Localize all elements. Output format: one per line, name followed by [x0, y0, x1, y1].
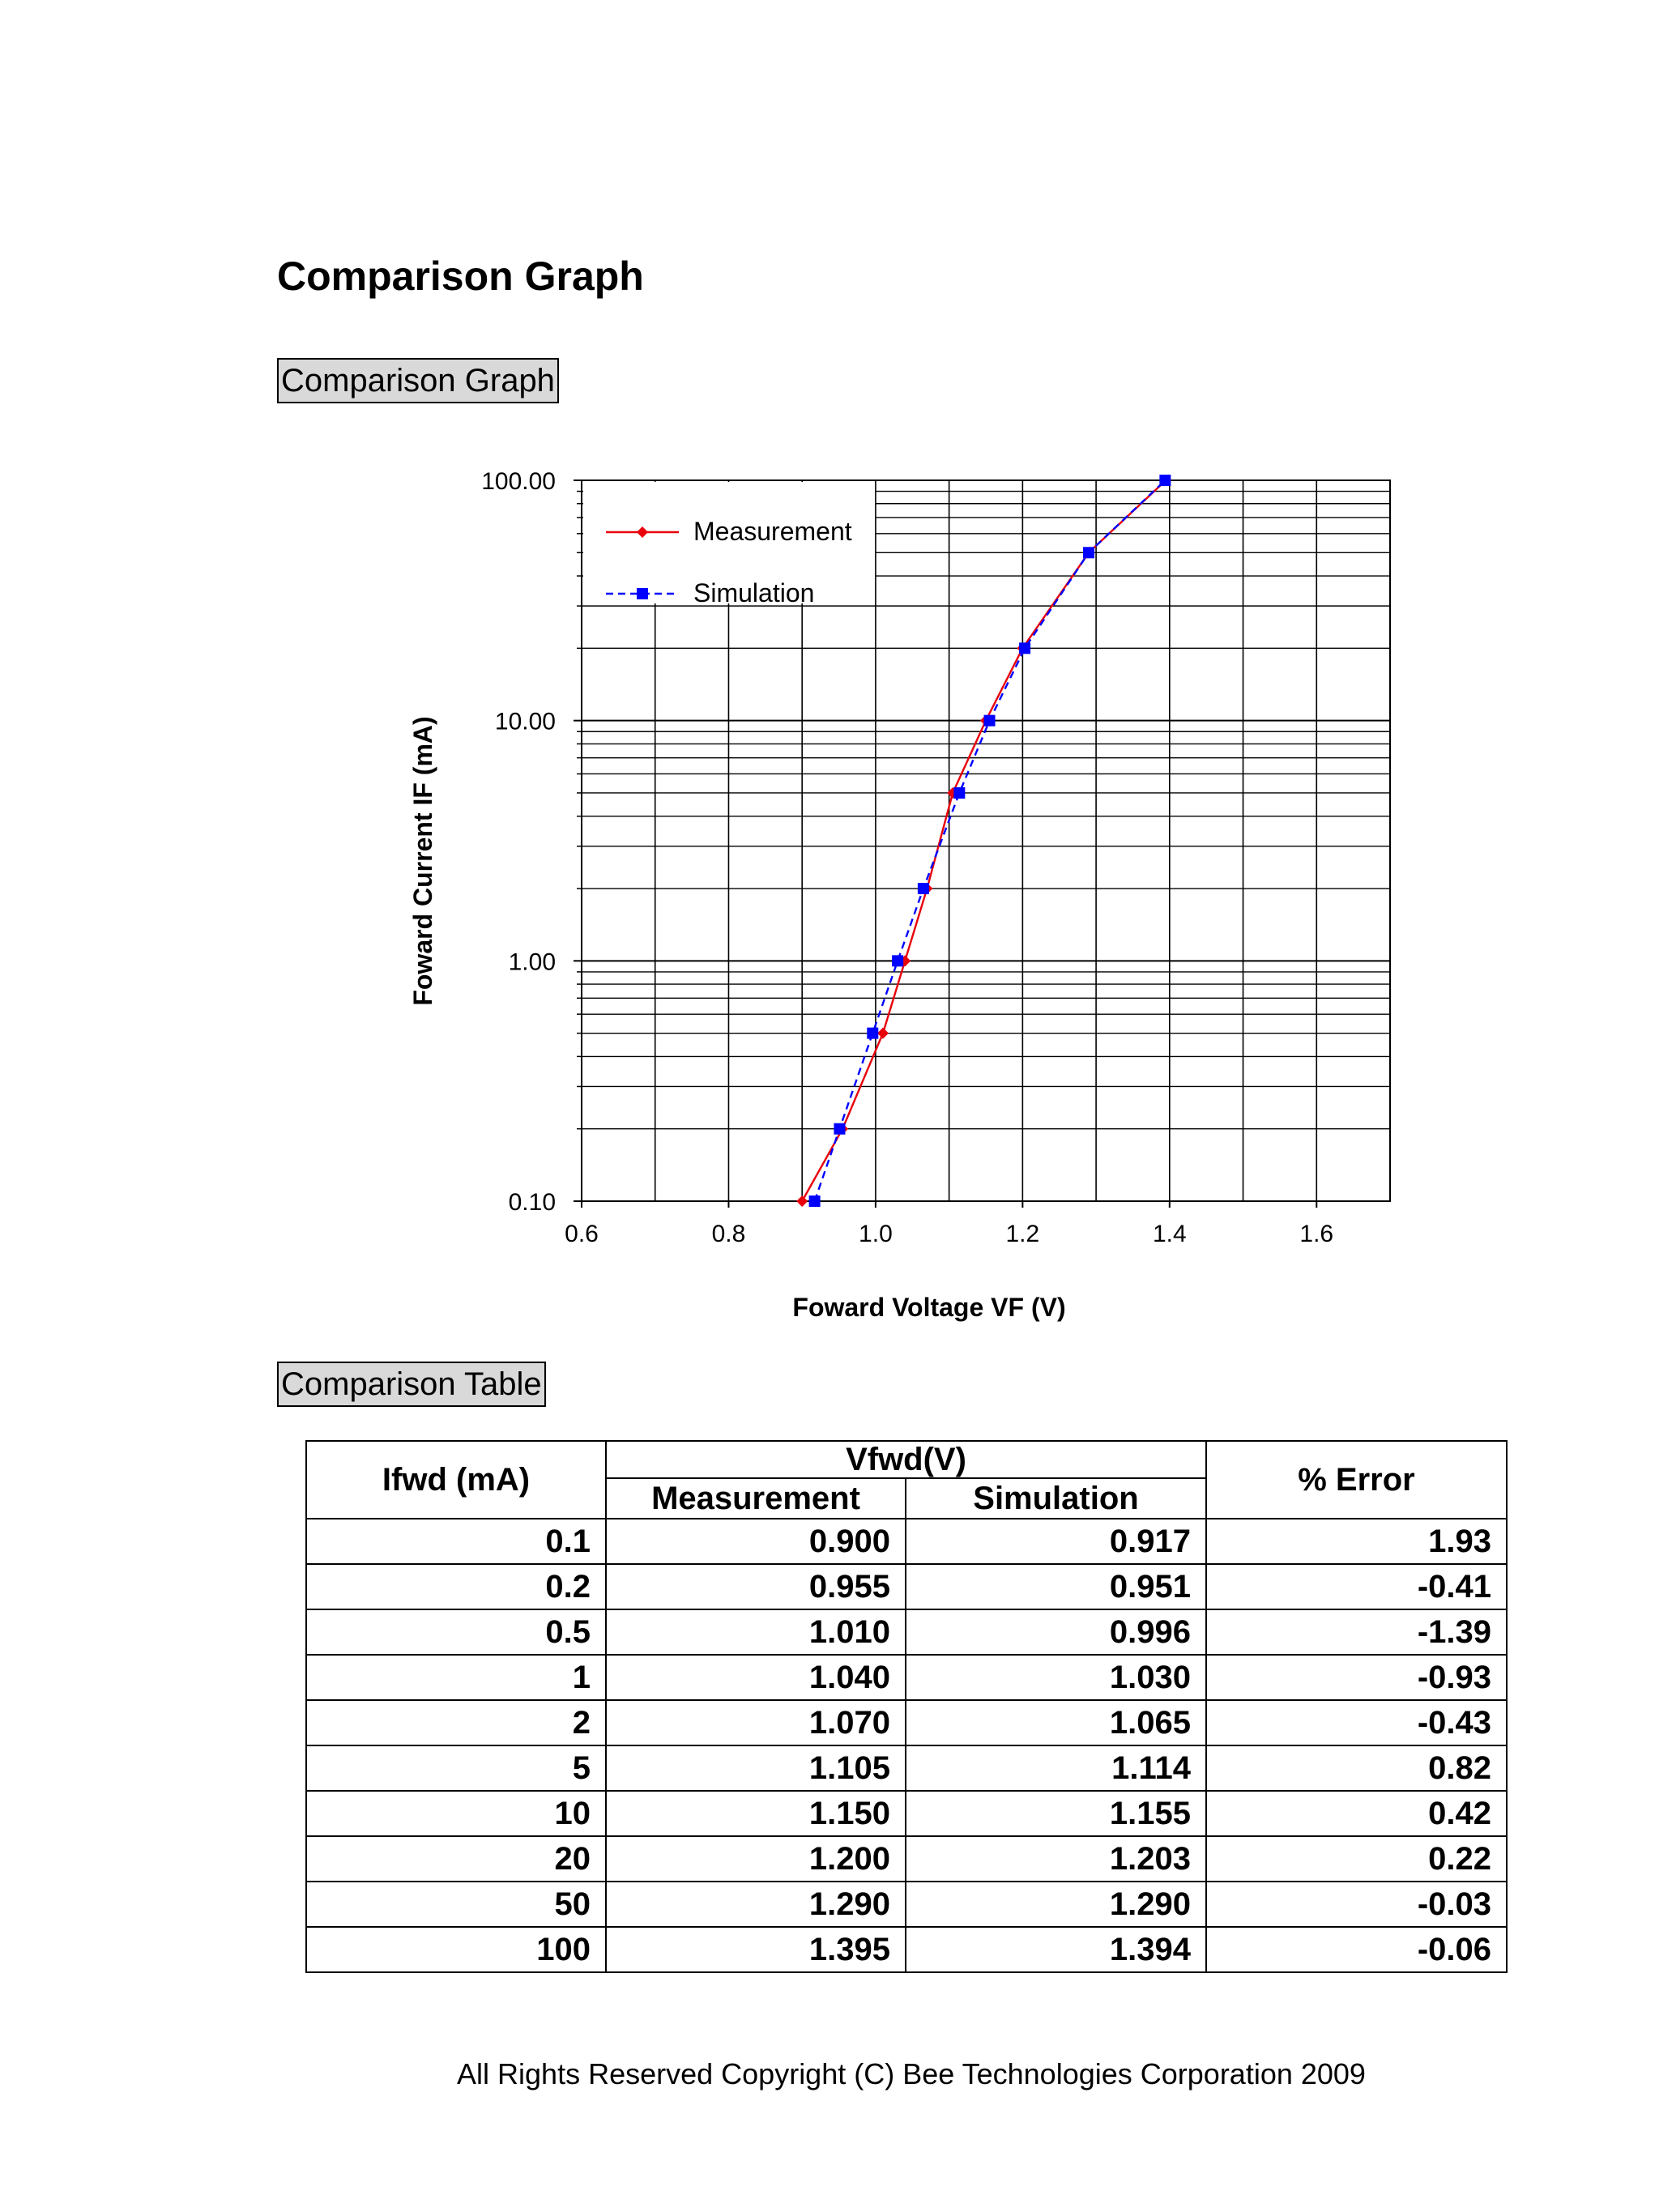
legend-label-simulation: Simulation — [693, 578, 815, 607]
header-simulation: Simulation — [906, 1478, 1206, 1519]
cell-simulation: 1.030 — [906, 1655, 1206, 1700]
simulation-point — [1019, 642, 1030, 654]
cell-measurement: 1.105 — [606, 1745, 906, 1791]
table-row — [306, 1655, 1507, 1700]
legend-label-measurement: Measurement — [693, 517, 852, 546]
cell-simulation: 1.155 — [906, 1791, 1206, 1836]
simulation-point — [867, 1028, 878, 1039]
cell-error: -0.43 — [1206, 1700, 1507, 1745]
table-section-label: Comparison Table — [277, 1362, 546, 1407]
cell-ifwd: 100 — [306, 1927, 606, 1972]
simulation-point — [953, 787, 965, 799]
comparison-table — [305, 1440, 1508, 1973]
simulation-point — [1159, 475, 1171, 486]
cell-error: 0.42 — [1206, 1791, 1507, 1836]
simulation-point — [984, 715, 996, 727]
cell-measurement: 1.395 — [606, 1927, 906, 1972]
cell-error: -0.03 — [1206, 1882, 1507, 1927]
y-tick-label: 100.00 — [481, 468, 556, 495]
y-tick-label: 0.10 — [508, 1189, 556, 1216]
x-tick-label: 0.8 — [711, 1221, 746, 1247]
cell-simulation: 0.996 — [906, 1609, 1206, 1655]
table-row — [306, 1609, 1507, 1655]
cell-ifwd: 10 — [306, 1791, 606, 1836]
cell-error: -1.39 — [1206, 1609, 1507, 1655]
cell-simulation: 0.951 — [906, 1564, 1206, 1609]
table-body — [306, 1519, 1507, 1972]
cell-error: -0.93 — [1206, 1655, 1507, 1700]
table-row — [306, 1882, 1507, 1927]
header-error: % Error — [1206, 1441, 1507, 1519]
cell-simulation: 1.290 — [906, 1882, 1206, 1927]
cell-measurement: 0.900 — [606, 1519, 906, 1564]
cell-ifwd: 1 — [306, 1655, 606, 1700]
simulation-point — [834, 1123, 845, 1135]
cell-simulation: 1.065 — [906, 1700, 1206, 1745]
simulation-point — [892, 955, 903, 966]
header-measurement: Measurement — [606, 1478, 906, 1519]
graph-section-label: Comparison Graph — [277, 358, 559, 403]
cell-measurement: 1.010 — [606, 1609, 906, 1655]
simulation-point — [809, 1196, 821, 1207]
x-tick-label: 1.2 — [1005, 1221, 1040, 1247]
x-axis-title: Foward Voltage VF (V) — [792, 1293, 1066, 1322]
table-row — [306, 1564, 1507, 1609]
header-vfwd: Vfwd(V) — [606, 1441, 1206, 1478]
cell-measurement: 1.150 — [606, 1791, 906, 1836]
table-row — [306, 1700, 1507, 1745]
cell-ifwd: 0.5 — [306, 1609, 606, 1655]
header-ifwd: Ifwd (mA) — [306, 1441, 606, 1519]
cell-simulation: 1.203 — [906, 1836, 1206, 1882]
cell-measurement: 0.955 — [606, 1564, 906, 1609]
cell-measurement: 1.070 — [606, 1700, 906, 1745]
cell-ifwd: 0.1 — [306, 1519, 606, 1564]
comparison-chart — [389, 454, 1442, 1336]
cell-ifwd: 50 — [306, 1882, 606, 1927]
cell-ifwd: 5 — [306, 1745, 606, 1791]
cell-simulation: 1.394 — [906, 1927, 1206, 1972]
x-tick-label: 1.0 — [859, 1221, 893, 1247]
cell-error: 0.82 — [1206, 1745, 1507, 1791]
measurement-point — [796, 1196, 808, 1207]
simulation-point — [918, 883, 929, 894]
x-tick-label: 1.6 — [1299, 1221, 1334, 1247]
cell-error: -0.06 — [1206, 1927, 1507, 1972]
table-row — [306, 1745, 1507, 1791]
y-axis-title: Foward Current IF (mA) — [408, 716, 437, 1006]
cell-ifwd: 2 — [306, 1700, 606, 1745]
simulation-point — [1083, 547, 1094, 558]
cell-measurement: 1.290 — [606, 1882, 906, 1927]
page-title: Comparison Graph — [277, 254, 644, 299]
cell-measurement: 1.040 — [606, 1655, 906, 1700]
chart-legend — [583, 482, 875, 607]
legend-marker-simulation — [637, 588, 648, 599]
comparison-table-wrapper — [305, 1440, 1508, 1973]
copyright-footer: All Rights Reserved Copyright (C) Bee Technologies Corporation 2009 — [457, 2057, 1366, 2091]
cell-ifwd: 20 — [306, 1836, 606, 1882]
cell-error: 1.93 — [1206, 1519, 1507, 1564]
y-tick-label: 1.00 — [508, 948, 556, 976]
table-row — [306, 1519, 1507, 1564]
x-tick-label: 0.6 — [565, 1221, 599, 1247]
table-row — [306, 1927, 1507, 1972]
measurement-point — [877, 1028, 889, 1039]
cell-error: -0.41 — [1206, 1564, 1507, 1609]
y-tick-label: 10.00 — [494, 708, 556, 735]
cell-simulation: 1.114 — [906, 1745, 1206, 1791]
table-row — [306, 1836, 1507, 1882]
cell-measurement: 1.200 — [606, 1836, 906, 1882]
cell-error: 0.22 — [1206, 1836, 1507, 1882]
cell-ifwd: 0.2 — [306, 1564, 606, 1609]
x-tick-label: 1.4 — [1152, 1221, 1187, 1247]
table-row — [306, 1791, 1507, 1836]
cell-simulation: 0.917 — [906, 1519, 1206, 1564]
